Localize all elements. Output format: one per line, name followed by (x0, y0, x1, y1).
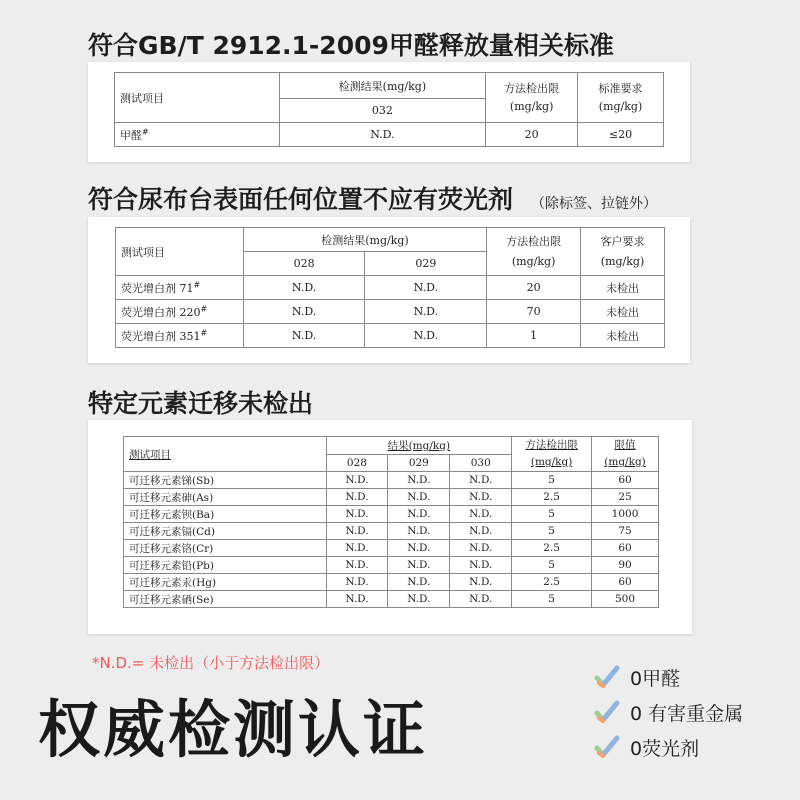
row-value: N.D. (450, 574, 512, 591)
row-value: N.D. (279, 123, 486, 147)
feature-item (594, 697, 794, 727)
row-req: 25 (592, 489, 659, 506)
row-value: N.D. (388, 506, 450, 523)
row-value: N.D. (388, 489, 450, 506)
row-value: N.D. (450, 557, 512, 574)
table-row (116, 300, 665, 324)
row-name: 可迁移元素锑(Sb) (124, 472, 327, 489)
row-value: N.D. (450, 523, 512, 540)
check-icon (594, 664, 620, 690)
sample-id: 028 (326, 455, 388, 472)
section2-heading (88, 180, 657, 216)
row-limit: 20 (487, 276, 581, 300)
row-limit: 70 (487, 300, 581, 324)
row-name: 可迁移元素砷(As) (124, 489, 327, 506)
header-result: 检测结果(mg/kg) (279, 73, 486, 99)
row-value: N.D. (326, 523, 388, 540)
row-value: N.D. (450, 591, 512, 608)
row-value: N.D. (326, 472, 388, 489)
row-limit: 2.5 (512, 574, 592, 591)
row-limit: 5 (512, 523, 592, 540)
table-row (124, 523, 659, 540)
row-req: 90 (592, 557, 659, 574)
section1-heading: 符合GB/T 2912.1-2009甲醛释放量相关标准 (88, 31, 614, 60)
row-value: N.D. (388, 591, 450, 608)
elements-table (123, 436, 659, 608)
row-value: N.D. (450, 540, 512, 557)
row-req: 60 (592, 574, 659, 591)
row-limit: 20 (486, 123, 578, 147)
sample-id: 030 (450, 455, 512, 472)
row-req: 未检出 (581, 300, 665, 324)
row-req: 未检出 (581, 276, 665, 300)
table-row (124, 591, 659, 608)
row-limit: 5 (512, 557, 592, 574)
row-req: 1000 (592, 506, 659, 523)
row-name: 可迁移元素硒(Se) (124, 591, 327, 608)
row-name: 甲醛# (115, 123, 280, 147)
row-name: 可迁移元素铅(Pb) (124, 557, 327, 574)
table-row (124, 489, 659, 506)
row-value: N.D. (243, 300, 365, 324)
header-result: 检测结果(mg/kg) (243, 228, 486, 252)
row-name: 可迁移元素汞(Hg) (124, 574, 327, 591)
fluorescent-table (115, 227, 665, 348)
sample-id: 029 (365, 252, 487, 276)
header-item: 测试项目 (115, 73, 280, 123)
row-req: 500 (592, 591, 659, 608)
feature-label: 0 有害重金属 (630, 702, 744, 725)
check-icon (594, 734, 620, 760)
row-limit: 1 (487, 324, 581, 348)
row-name: 可迁移元素镉(Cd) (124, 523, 327, 540)
row-value: N.D. (326, 489, 388, 506)
row-req: 60 (592, 540, 659, 557)
row-value: N.D. (365, 324, 487, 348)
row-req: 未检出 (581, 324, 665, 348)
row-value: N.D. (388, 574, 450, 591)
sample-id: 032 (279, 99, 486, 123)
row-value: N.D. (388, 523, 450, 540)
header-limit: 方法检出限 (mg/kg) (486, 73, 578, 123)
table-row (124, 540, 659, 557)
header-req: 标准要求 (mg/kg) (578, 73, 664, 123)
elements-card (88, 420, 692, 634)
row-value: N.D. (243, 324, 365, 348)
row-value: N.D. (388, 540, 450, 557)
table-row (124, 557, 659, 574)
row-limit: 5 (512, 472, 592, 489)
table-row (124, 506, 659, 523)
row-limit: 5 (512, 591, 592, 608)
header-limit: 方法检出限 (mg/kg) (487, 228, 581, 276)
row-name: 荧光增白剂 220# (116, 300, 244, 324)
row-req: 75 (592, 523, 659, 540)
formaldehyde-card (88, 62, 690, 162)
row-name: 可迁移元素钡(Ba) (124, 506, 327, 523)
row-value: N.D. (388, 472, 450, 489)
sample-id: 029 (388, 455, 450, 472)
row-value: N.D. (326, 591, 388, 608)
row-value: N.D. (326, 557, 388, 574)
row-name: 荧光增白剂 351# (116, 324, 244, 348)
header-limit: 方法检出限 (mg/kg) (512, 437, 592, 472)
header-item: 测试项目 (124, 437, 327, 472)
header-req: 客户要求 (mg/kg) (581, 228, 665, 276)
table-row (124, 574, 659, 591)
banner-title: 权威检测认证 (38, 693, 429, 766)
row-limit: 2.5 (512, 540, 592, 557)
fluorescent-card (88, 217, 690, 363)
row-name: 可迁移元素铬(Cr) (124, 540, 327, 557)
table-row (124, 472, 659, 489)
row-value: N.D. (388, 557, 450, 574)
feature-label: 0甲醛 (630, 667, 681, 690)
row-value: N.D. (365, 276, 487, 300)
feature-item (594, 662, 794, 692)
sample-id: 028 (243, 252, 365, 276)
nd-note: *N.D.= 未检出（小于方法检出限） (92, 654, 330, 672)
feature-item (594, 732, 794, 762)
row-limit: 5 (512, 506, 592, 523)
row-value: N.D. (450, 472, 512, 489)
section3-heading: 特定元素迁移未检出 (88, 389, 314, 418)
row-limit: 2.5 (512, 489, 592, 506)
header-req: 限值 (mg/kg) (592, 437, 659, 472)
formaldehyde-table (114, 72, 664, 147)
row-name: 荧光增白剂 71# (116, 276, 244, 300)
header-result: 结果(mg/kg) (326, 437, 512, 455)
feature-label: 0荧光剂 (630, 737, 700, 760)
row-value: N.D. (326, 540, 388, 557)
row-value: N.D. (450, 506, 512, 523)
row-value: N.D. (365, 300, 487, 324)
table-row (116, 276, 665, 300)
section2-subtitle: （除标签、拉链外） (531, 196, 658, 212)
check-icon (594, 699, 620, 725)
table-row (116, 324, 665, 348)
row-value: N.D. (326, 506, 388, 523)
row-req: ≤20 (578, 123, 664, 147)
header-item: 测试项目 (116, 228, 244, 276)
row-req: 60 (592, 472, 659, 489)
row-value: N.D. (243, 276, 365, 300)
row-value: N.D. (450, 489, 512, 506)
row-value: N.D. (326, 574, 388, 591)
section2-title: 符合尿布台表面任何位置不应有荧光剂 (88, 185, 514, 214)
